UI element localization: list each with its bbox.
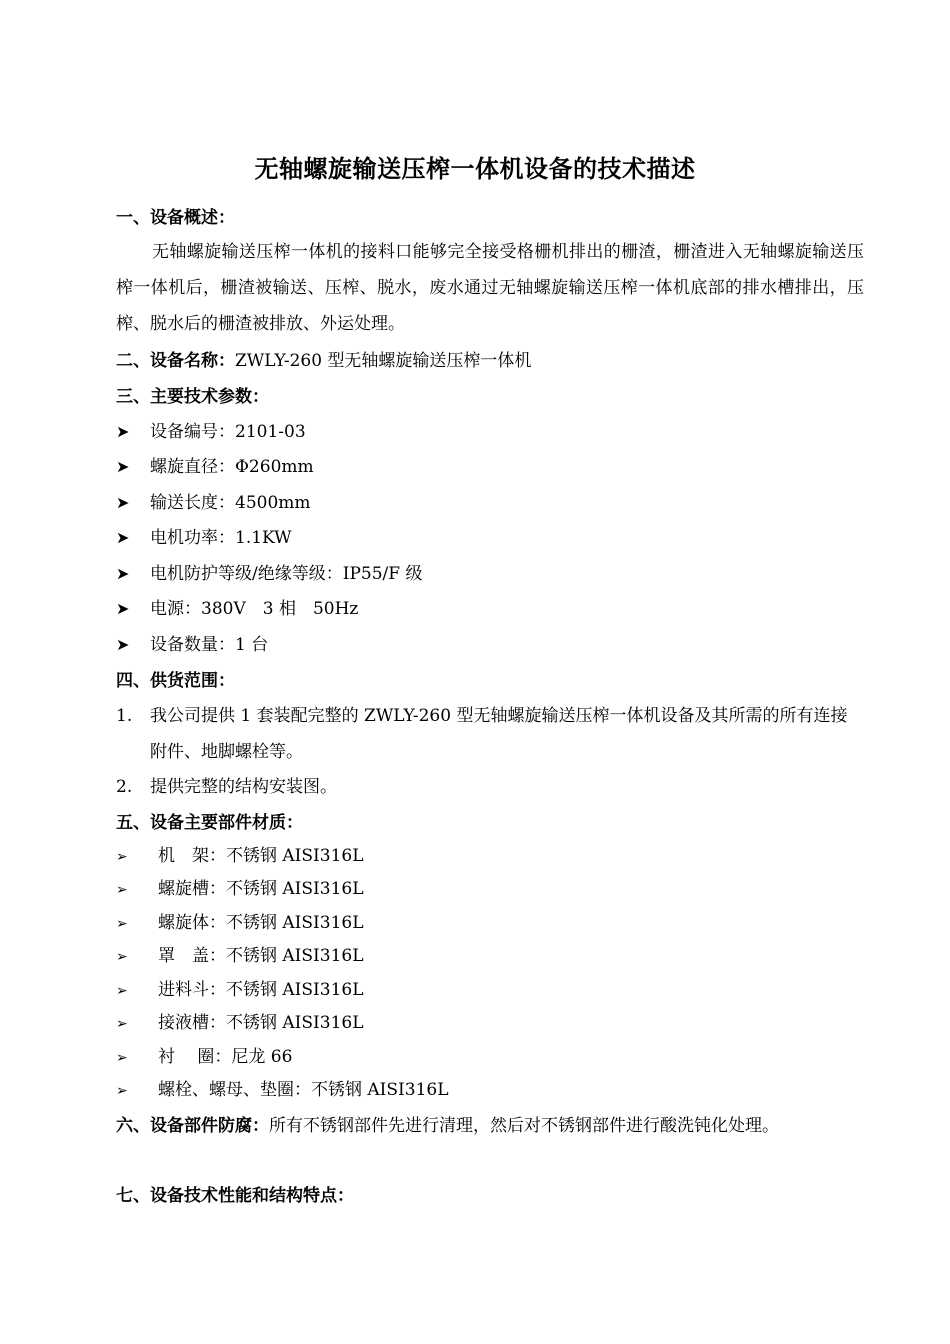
param-item: ➤ 输送长度：4500mm — [116, 493, 311, 513]
section-6-line — [116, 1114, 779, 1138]
arrowhead-bullet-icon: ➤ — [116, 457, 130, 476]
param-item: ➤ 设备编号：2101-03 — [116, 422, 306, 442]
supply-item: 1. 我公司提供 1 套装配完整的 ZWLY-260 型无轴螺旋输送压榨一体机设备及其所需的所有连接附件、地脚螺栓等。 — [116, 706, 848, 762]
section-1-body: 无轴螺旋输送压榨一体机的接料口能够完全接受格栅机排出的栅渣，栅渣进入无轴螺旋输送压榨一体机后，栅渣被输送、压榨、脱水，废水通过无轴螺旋输送压榨一体机底部的排水槽排出，压榨、脱水后的栅渣被排放、外运处理。 — [116, 242, 864, 334]
material-item: ➢ 衬 圈：尼龙 66 — [116, 1045, 292, 1070]
arrowhead-bullet-icon: ➢ — [116, 1016, 128, 1032]
arrowhead-bullet-icon: ➢ — [116, 916, 128, 932]
arrowhead-bullet-icon: ➤ — [116, 422, 130, 441]
param-item: ➤ 电机功率：1.1KW — [116, 528, 292, 548]
param-item: ➤ 设备数量：1 台 — [116, 635, 269, 655]
arrowhead-bullet-icon: ➤ — [116, 599, 130, 618]
material-item: ➢ 螺栓、螺母、垫圈：不锈钢 AISI316L — [116, 1078, 449, 1103]
param-item: ➤ 电机防护等级/绝缘等级：IP55/F 级 — [116, 564, 423, 584]
arrowhead-bullet-icon: ➢ — [116, 1083, 128, 1099]
material-item: ➢ 机 架：不锈钢 AISI316L — [116, 844, 364, 869]
section-5-heading: 五、设备主要部件材质： — [116, 813, 303, 833]
section-2-line — [116, 349, 531, 373]
supply-item: 2. 提供完整的结构安装图。 — [116, 777, 337, 797]
arrowhead-bullet-icon: ➢ — [116, 882, 128, 898]
section-7-heading: 七、设备技术性能和结构特点： — [116, 1186, 354, 1206]
section-2-heading: 二、设备名称： — [116, 351, 235, 371]
section-6-heading: 六、设备部件防腐： — [116, 1116, 269, 1136]
material-item: ➢ 进料斗：不锈钢 AISI316L — [116, 978, 364, 1003]
arrowhead-bullet-icon: ➢ — [116, 949, 128, 965]
arrowhead-bullet-icon: ➢ — [116, 1050, 128, 1066]
equipment-name: ZWLY-260 型无轴螺旋输送压榨一体机 — [235, 351, 532, 371]
material-item: ➢ 螺旋体：不锈钢 AISI316L — [116, 911, 364, 936]
param-item: ➤ 电源：380V 3 相 50Hz — [116, 599, 359, 619]
section-3-heading: 三、主要技术参数： — [116, 387, 269, 407]
arrowhead-bullet-icon: ➤ — [116, 564, 130, 583]
arrowhead-bullet-icon: ➤ — [116, 493, 130, 512]
material-item: ➢ 螺旋槽：不锈钢 AISI316L — [116, 877, 364, 902]
arrowhead-bullet-icon: ➤ — [116, 635, 130, 654]
arrowhead-bullet-icon: ➢ — [116, 983, 128, 999]
section-1-heading: 一、设备概述： — [116, 208, 235, 228]
material-item: ➢ 接液槽：不锈钢 AISI316L — [116, 1011, 364, 1036]
material-item: ➢ 罩 盖：不锈钢 AISI316L — [116, 944, 364, 969]
arrowhead-bullet-icon: ➢ — [116, 849, 128, 865]
param-item: ➤ 螺旋直径：Φ260mm — [116, 457, 314, 477]
arrowhead-bullet-icon: ➤ — [116, 528, 130, 547]
section-4-heading: 四、供货范围： — [116, 671, 235, 691]
document-title: 无轴螺旋输送压榨一体机设备的技术描述 — [254, 154, 696, 183]
anticorrosion-text: 所有不锈钢部件先进行清理，然后对不锈钢部件进行酸洗钝化处理。 — [269, 1116, 779, 1136]
